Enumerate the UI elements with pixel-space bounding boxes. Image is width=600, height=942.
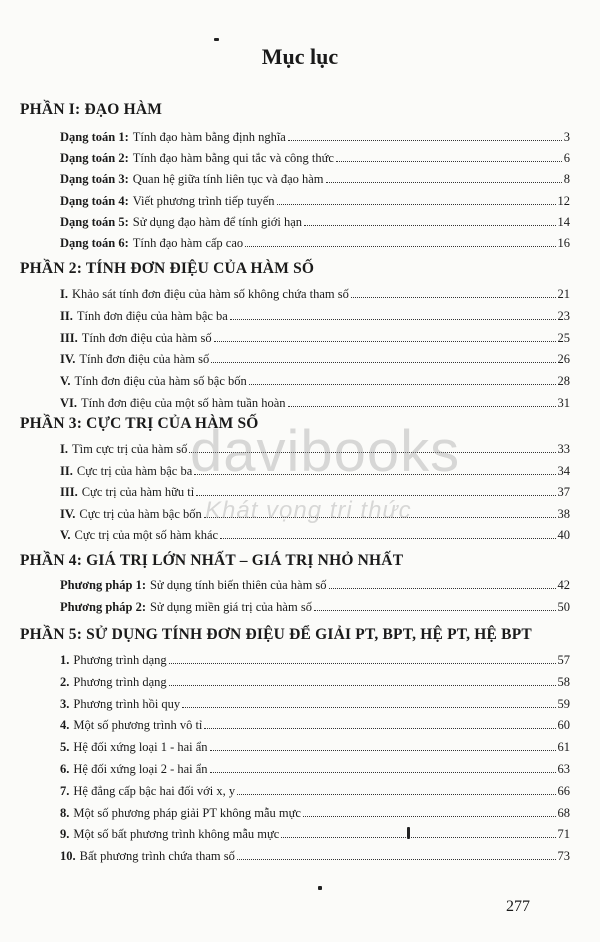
entry-page: 37: [557, 485, 570, 499]
watermark-brand: davibooks: [190, 419, 461, 484]
dot-leader: [277, 204, 556, 205]
entry-label: II.: [60, 463, 73, 478]
entry-label: IV.: [60, 506, 76, 521]
section-heading: PHẦN 5: SỬ DỤNG TÍNH ĐƠN ĐIỆU ĐỂ GIẢI PT, BPT, HỆ PT, HỆ BPT: [20, 626, 532, 643]
entry-label: IV.: [60, 352, 76, 367]
dot-leader: [304, 225, 555, 226]
entry-text: Một số phương pháp giải PT không mẫu mực: [73, 805, 301, 820]
toc-entry: [60, 151, 570, 169]
toc-entry: [60, 352, 570, 370]
toc-entry: [60, 578, 570, 596]
entry-page: 61: [557, 740, 570, 755]
watermark-slogan: Khát vọng tri thức: [205, 497, 412, 524]
dot-leader: [314, 610, 556, 611]
entry-text: Bất phương trình chứa tham số: [79, 849, 235, 864]
entry-label: I.: [60, 442, 68, 456]
dot-leader: [326, 182, 562, 183]
entry-text: Hệ đẳng cấp bậc hai đối với x, y: [73, 783, 236, 798]
scan-speck: [214, 38, 219, 41]
entry-page: 58: [557, 674, 570, 689]
entry-label: Phương pháp 1:: [60, 578, 146, 592]
scan-speck: [407, 827, 410, 839]
toc-entry: [60, 172, 570, 190]
entry-text: Tính đơn điệu của hàm số: [81, 330, 212, 345]
entry-label: 7.: [60, 783, 70, 798]
toc-entry: [60, 600, 570, 618]
toc-entry: [60, 215, 570, 233]
entry-label: V.: [60, 374, 71, 389]
toc-entry: [60, 827, 570, 845]
toc-entry: [60, 806, 570, 824]
dot-leader: [288, 406, 556, 407]
entry-text: Tính đơn điệu của hàm số: [79, 352, 210, 367]
entry-text: Cực trị của hàm bậc ba: [76, 463, 193, 478]
entry-label: III.: [60, 485, 78, 499]
dot-leader: [194, 474, 555, 475]
dot-leader: [351, 297, 556, 298]
dot-leader: [210, 750, 556, 751]
entry-label: Phương pháp 2:: [60, 599, 146, 614]
entry-label: 9.: [60, 827, 70, 842]
entry-page: 31: [557, 396, 570, 410]
entry-label: Dạng toán 1:: [60, 130, 129, 144]
entry-label: 10.: [60, 849, 76, 864]
entry-text: Cực trị của hàm hữu tỉ: [81, 485, 195, 499]
entry-page: 6: [563, 151, 570, 166]
entry-page: 50: [557, 599, 570, 614]
dot-leader: [249, 384, 556, 385]
dot-leader: [281, 837, 555, 838]
toc-entry: [60, 194, 570, 212]
entry-text: Phương trình dạng: [73, 653, 167, 667]
entry-page: 16: [557, 236, 570, 250]
entry-text: Khảo sát tính đơn điệu của hàm số không chứa tham số: [72, 287, 349, 301]
section-heading: PHẦN 4: GIÁ TRỊ LỚN NHẤT – GIÁ TRỊ NHỎ NHẤT: [20, 552, 404, 569]
dot-leader: [204, 517, 556, 518]
entry-page: 3: [563, 130, 570, 144]
entry-label: 8.: [60, 805, 70, 820]
entry-page: 34: [557, 463, 570, 478]
toc-entry: [60, 287, 570, 305]
toc-entry: [60, 718, 570, 736]
dot-leader: [237, 859, 556, 860]
entry-page: 40: [557, 528, 570, 542]
entry-label: III.: [60, 330, 78, 345]
entry-page: 21: [557, 287, 570, 301]
entry-label: Dạng toán 5:: [60, 214, 129, 229]
section-heading: PHẦN 3: CỰC TRỊ CỦA HÀM SỐ: [20, 415, 259, 432]
entry-page: 26: [557, 352, 570, 367]
entry-text: Tính đơn điệu của một số hàm tuần hoàn: [81, 396, 286, 410]
entry-text: Sử dụng miền giá trị của hàm số: [149, 599, 312, 614]
entry-text: Quan hệ giữa tính liên tục và đạo hàm: [132, 172, 324, 187]
toc-entry: [60, 784, 570, 802]
dot-leader: [169, 663, 556, 664]
entry-page: 42: [557, 578, 570, 592]
toc-entry: [60, 528, 570, 546]
dot-leader: [211, 362, 555, 363]
dot-leader: [336, 161, 562, 162]
toc-entry: [60, 507, 570, 525]
dot-leader: [189, 452, 555, 453]
entry-text: Sử dụng tính biến thiên của hàm số: [149, 578, 327, 592]
entry-page: 12: [557, 193, 570, 208]
entry-text: Hệ đối xứng loại 1 - hai ẩn: [73, 740, 208, 755]
toc-entry: [60, 309, 570, 327]
dot-leader: [169, 685, 556, 686]
entry-page: 14: [557, 214, 570, 229]
entry-text: Tính đạo hàm bằng qui tắc và công thức: [132, 151, 334, 166]
scan-speck: [318, 886, 322, 890]
entry-label: 4.: [60, 718, 70, 733]
entry-page: 73: [557, 849, 570, 864]
entry-text: Sử dụng đạo hàm để tính giới hạn: [132, 214, 303, 229]
toc-entry: [60, 762, 570, 780]
entry-label: Dạng toán 2:: [60, 151, 129, 166]
entry-text: Phương trình hồi quy: [73, 696, 181, 711]
entry-label: I.: [60, 287, 68, 301]
toc-entry: [60, 485, 570, 503]
entry-page: 68: [557, 805, 570, 820]
entry-page: 25: [557, 330, 570, 345]
dot-leader: [329, 588, 556, 589]
dot-leader: [230, 319, 556, 320]
entry-page: 38: [557, 506, 570, 521]
dot-leader: [220, 538, 555, 539]
entry-label: 5.: [60, 740, 70, 755]
entry-text: Cực trị của một số hàm khác: [74, 528, 219, 542]
entry-text: Một số bất phương trình không mẫu mực: [73, 827, 280, 842]
entry-page: 59: [557, 696, 570, 711]
dot-leader: [204, 728, 555, 729]
entry-text: Tìm cực trị của hàm số: [72, 442, 188, 456]
entry-page: 71: [557, 827, 570, 842]
page-title: Mục lục: [261, 44, 339, 69]
toc-entry: [60, 374, 570, 392]
entry-label: Dạng toán 3:: [60, 172, 129, 187]
toc-entry: [60, 396, 570, 414]
entry-page: 28: [557, 374, 570, 389]
dot-leader: [237, 794, 555, 795]
entry-page: 60: [557, 718, 570, 733]
entry-page: 66: [557, 783, 570, 798]
entry-text: Cực trị của hàm bậc bốn: [79, 506, 202, 521]
entry-label: II.: [60, 308, 73, 323]
entry-page: 33: [557, 442, 570, 456]
entry-label: VI.: [60, 396, 78, 410]
toc-entry: [60, 130, 570, 148]
toc-entry: [60, 849, 570, 867]
toc-entry: [60, 675, 570, 693]
entry-text: Tính đạo hàm bằng định nghĩa: [132, 130, 286, 144]
page-number: 277: [506, 898, 530, 915]
entry-text: Tính đạo hàm cấp cao: [132, 236, 244, 250]
toc-entry: [60, 331, 570, 349]
toc-entry: [60, 653, 570, 671]
entry-page: 23: [557, 308, 570, 323]
toc-entry: [60, 442, 570, 460]
toc-entry: [60, 464, 570, 482]
entry-label: Dạng toán 6:: [60, 236, 129, 250]
entry-label: 6.: [60, 762, 70, 776]
dot-leader: [210, 772, 556, 773]
entry-label: V.: [60, 528, 71, 542]
dot-leader: [288, 140, 562, 141]
entry-text: Hệ đối xứng loại 2 - hai ẩn: [73, 762, 208, 776]
dot-leader: [245, 246, 555, 247]
dot-leader: [196, 495, 555, 496]
dot-leader: [303, 816, 556, 817]
entry-page: 63: [557, 762, 570, 776]
toc-entry: [60, 740, 570, 758]
entry-text: Tính đơn điệu của hàm bậc ba: [76, 308, 228, 323]
toc-entry: [60, 236, 570, 254]
entry-text: Phương trình dạng: [73, 674, 167, 689]
section-heading: PHẦN I: ĐẠO HÀM: [20, 101, 163, 118]
dot-leader: [214, 341, 556, 342]
entry-text: Tính đơn điệu của hàm số bậc bốn: [74, 374, 247, 389]
dot-leader: [182, 707, 555, 708]
entry-page: 8: [563, 172, 570, 187]
section-heading: PHẦN 2: TÍNH ĐƠN ĐIỆU CỦA HÀM SỐ: [20, 260, 315, 277]
entry-page: 57: [557, 653, 570, 667]
toc-entry: [60, 697, 570, 715]
entry-label: 3.: [60, 696, 70, 711]
entry-label: 2.: [60, 674, 70, 689]
entry-label: Dạng toán 4:: [60, 193, 129, 208]
entry-text: Viết phương trình tiếp tuyến: [132, 193, 275, 208]
entry-text: Một số phương trình vô tỉ: [73, 718, 203, 733]
entry-label: 1.: [60, 653, 70, 667]
